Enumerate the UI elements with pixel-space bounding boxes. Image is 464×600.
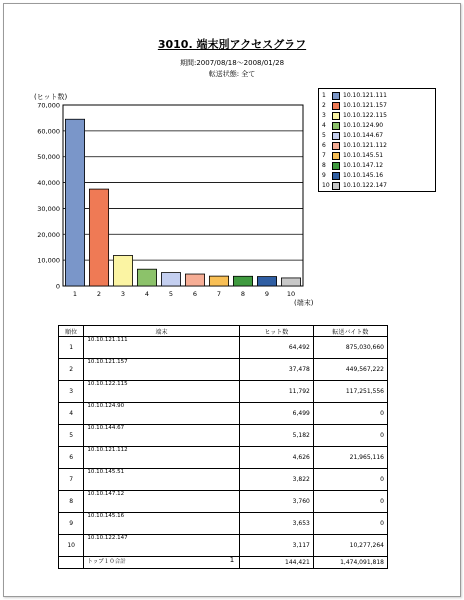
legend-item <box>322 161 432 171</box>
rank-cell: 10 <box>59 535 84 557</box>
bytes-cell: 117,251,556 <box>313 381 387 403</box>
y-tick-label: 50,000 <box>37 153 60 162</box>
legend-swatch <box>332 172 340 180</box>
x-tick-label: 7 <box>216 290 222 298</box>
header-bytes: 転送バイト数 <box>313 326 387 337</box>
hits-cell: 3,760 <box>239 491 313 513</box>
y-axis-label: (ヒット数) <box>34 93 68 101</box>
legend-label: 10.10.145.16 <box>343 172 384 179</box>
hits-cell: 3,653 <box>239 513 313 535</box>
y-tick-label: 40,000 <box>37 179 60 188</box>
hits-cell: 5,182 <box>239 425 313 447</box>
terminal-cell: 10.10.147.12 <box>84 491 239 513</box>
legend-number: 7 <box>322 152 326 159</box>
bar-8 <box>233 276 252 286</box>
terminal-cell: 10.10.124.90 <box>84 403 239 425</box>
table-row <box>59 469 388 491</box>
legend-item <box>322 121 432 131</box>
legend-label: 10.10.121.111 <box>343 92 387 99</box>
legend-swatch <box>332 182 340 190</box>
terminal-cell: 10.10.121.111 <box>84 337 239 359</box>
y-tick-label: 30,000 <box>37 204 60 213</box>
table-row <box>59 359 388 381</box>
total-hits-cell: 144,421 <box>239 557 313 569</box>
x-tick-label: 4 <box>144 290 150 298</box>
legend-swatch <box>332 162 340 170</box>
bar-7 <box>209 276 228 286</box>
legend-number: 10 <box>322 182 330 189</box>
x-tick-label: 5 <box>168 290 174 298</box>
x-tick-label: 8 <box>240 290 246 298</box>
terminal-cell: 10.10.121.112 <box>84 447 239 469</box>
legend-number: 6 <box>322 142 326 149</box>
terminal-cell: 10.10.121.157 <box>84 359 239 381</box>
hits-cell: 6,499 <box>239 403 313 425</box>
chart-legend <box>318 88 436 192</box>
bytes-cell: 0 <box>313 513 387 535</box>
rank-cell: 9 <box>59 513 84 535</box>
hits-cell: 11,792 <box>239 381 313 403</box>
legend-label: 10.10.122.115 <box>343 112 387 119</box>
bytes-cell: 10,277,264 <box>313 535 387 557</box>
rank-cell: 4 <box>59 403 84 425</box>
page-number: 1 <box>229 556 235 564</box>
table-row <box>59 491 388 513</box>
bar-5 <box>161 273 180 286</box>
hits-cell: 4,626 <box>239 447 313 469</box>
header-hits: ヒット数 <box>239 326 313 337</box>
legend-label: 10.10.121.112 <box>343 142 387 149</box>
legend-item <box>322 151 432 161</box>
table-row <box>59 535 388 557</box>
terminal-cell: 10.10.122.147 <box>84 535 239 557</box>
table-row <box>59 425 388 447</box>
rank-cell: 3 <box>59 381 84 403</box>
bytes-cell: 21,965,116 <box>313 447 387 469</box>
bytes-cell: 0 <box>313 469 387 491</box>
table-row <box>59 337 388 359</box>
legend-item <box>322 131 432 141</box>
x-axis-label: (端末) <box>294 299 314 307</box>
rank-cell: 2 <box>59 359 84 381</box>
legend-label: 10.10.122.147 <box>343 182 387 189</box>
rank-cell: 8 <box>59 491 84 513</box>
total-bytes-cell: 1,474,091,818 <box>313 557 387 569</box>
x-tick-label: 2 <box>96 290 102 298</box>
bar-3 <box>113 256 132 286</box>
y-tick-label: 60,000 <box>37 127 60 136</box>
bytes-cell: 875,030,660 <box>313 337 387 359</box>
table-row <box>59 381 388 403</box>
hits-cell: 3,117 <box>239 535 313 557</box>
bar-9 <box>257 277 276 286</box>
legend-label: 10.10.147.12 <box>343 162 384 169</box>
report-title: 3010. 端末別アクセスグラフ <box>157 38 307 51</box>
legend-number: 9 <box>322 172 326 179</box>
x-tick-label: 1 <box>72 290 78 298</box>
hits-cell: 3,822 <box>239 469 313 491</box>
report-period: 期間:2007/08/18～2008/01/28 <box>179 59 285 67</box>
legend-swatch <box>332 92 340 100</box>
legend-number: 5 <box>322 132 326 139</box>
legend-item <box>322 101 432 111</box>
hits-cell: 37,478 <box>239 359 313 381</box>
bytes-cell: 0 <box>313 403 387 425</box>
header-rank: 順位 <box>59 326 84 337</box>
y-tick-label: 20,000 <box>37 230 60 239</box>
legend-number: 1 <box>322 92 326 99</box>
legend-swatch <box>332 152 340 160</box>
total-label-cell: トップ１０合計 <box>84 557 239 569</box>
legend-item <box>322 111 432 121</box>
legend-number: 3 <box>322 112 326 119</box>
table-row <box>59 447 388 469</box>
table-row <box>59 513 388 535</box>
bar-2 <box>89 189 108 286</box>
legend-item <box>322 181 432 191</box>
header-terminal: 端末 <box>84 326 239 337</box>
legend-label: 10.10.124.90 <box>343 122 384 129</box>
legend-swatch <box>332 102 340 110</box>
ranking-table <box>58 325 388 569</box>
legend-number: 2 <box>322 102 326 109</box>
x-tick-label: 3 <box>120 290 126 298</box>
legend-swatch <box>332 112 340 120</box>
rank-cell: 7 <box>59 469 84 491</box>
y-tick-label: 70,000 <box>37 101 60 110</box>
bar-1 <box>65 119 84 286</box>
terminal-cell: 10.10.122.115 <box>84 381 239 403</box>
bytes-cell: 0 <box>313 491 387 513</box>
table-row <box>59 403 388 425</box>
x-tick-label: 10 <box>286 290 296 298</box>
x-tick-label: 6 <box>192 290 198 298</box>
terminal-cell: 10.10.145.51 <box>84 469 239 491</box>
legend-label: 10.10.144.67 <box>343 132 384 139</box>
bytes-cell: 449,567,222 <box>313 359 387 381</box>
legend-swatch <box>332 122 340 130</box>
hits-cell: 64,492 <box>239 337 313 359</box>
legend-label: 10.10.121.157 <box>343 102 387 109</box>
legend-number: 4 <box>322 122 326 129</box>
legend-item <box>322 91 432 101</box>
table-header-row <box>59 326 388 337</box>
terminal-cell: 10.10.145.16 <box>84 513 239 535</box>
legend-item <box>322 171 432 181</box>
legend-swatch <box>332 132 340 140</box>
bar-10 <box>281 278 300 286</box>
bar-4 <box>137 269 156 286</box>
legend-number: 8 <box>322 162 326 169</box>
y-tick-label: 0 <box>55 282 60 291</box>
legend-swatch <box>332 142 340 150</box>
y-tick-label: 10,000 <box>37 256 60 265</box>
terminal-cell: 10.10.144.67 <box>84 425 239 447</box>
rank-cell: 1 <box>59 337 84 359</box>
rank-cell: 6 <box>59 447 84 469</box>
x-tick-label: 9 <box>264 290 270 298</box>
report-transfer-state: 転送状態: 全て <box>208 70 256 78</box>
bytes-cell: 0 <box>313 425 387 447</box>
rank-cell: 5 <box>59 425 84 447</box>
legend-item <box>322 141 432 151</box>
bar-6 <box>185 274 204 286</box>
legend-label: 10.10.145.51 <box>343 152 384 159</box>
